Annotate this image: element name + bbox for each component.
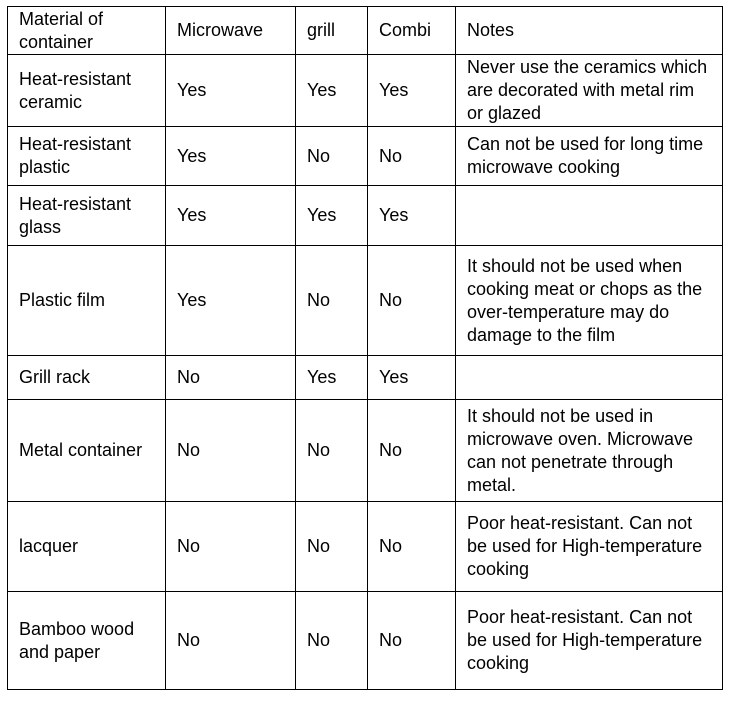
cell-notes: Never use the ceramics which are decorated with metal rim or glazed [456, 55, 723, 127]
cell-notes: Poor heat-resistant. Can not be used for High-temperature cooking [456, 592, 723, 690]
cell-microwave: No [166, 400, 296, 502]
cell-grill: Yes [296, 356, 368, 400]
cell-material: Plastic film [8, 246, 166, 356]
table-row [8, 246, 723, 356]
table-row [8, 186, 723, 246]
cell-material: Heat-resistant plastic [8, 127, 166, 186]
cell-grill: No [296, 400, 368, 502]
cell-microwave: No [166, 592, 296, 690]
cell-microwave: Yes [166, 186, 296, 246]
table-row [8, 400, 723, 502]
cell-microwave: No [166, 356, 296, 400]
table-row [8, 592, 723, 690]
cell-notes [456, 356, 723, 400]
cell-notes [456, 186, 723, 246]
cell-microwave: No [166, 502, 296, 592]
cell-notes: Poor heat-resistant. Can not be used for High-temperature cooking [456, 502, 723, 592]
table-row [8, 356, 723, 400]
cell-combi: No [368, 502, 456, 592]
cell-microwave: Yes [166, 127, 296, 186]
cell-combi: Yes [368, 55, 456, 127]
cell-material: Grill rack [8, 356, 166, 400]
header-combi: Combi [368, 7, 456, 55]
cell-material: Heat-resistant glass [8, 186, 166, 246]
cell-grill: No [296, 246, 368, 356]
cell-notes: It should not be used in microwave oven. Microwave can not penetrate through metal. [456, 400, 723, 502]
cell-combi: No [368, 592, 456, 690]
cell-grill: No [296, 502, 368, 592]
cell-combi: Yes [368, 356, 456, 400]
cell-material: Heat-resistant ceramic [8, 55, 166, 127]
cell-grill: Yes [296, 55, 368, 127]
header-material: Material of container [8, 7, 166, 55]
table-row [8, 55, 723, 127]
header-grill: grill [296, 7, 368, 55]
cell-combi: No [368, 246, 456, 356]
header-notes: Notes [456, 7, 723, 55]
cell-combi: No [368, 127, 456, 186]
cell-microwave: Yes [166, 55, 296, 127]
table-row [8, 127, 723, 186]
cell-combi: No [368, 400, 456, 502]
cell-material: Bamboo wood and paper [8, 592, 166, 690]
cell-microwave: Yes [166, 246, 296, 356]
table-row [8, 502, 723, 592]
cell-grill: Yes [296, 186, 368, 246]
cell-notes: It should not be used when cooking meat or chops as the over-temperature may do damage to the film [456, 246, 723, 356]
cell-combi: Yes [368, 186, 456, 246]
cell-notes: Can not be used for long time microwave cooking [456, 127, 723, 186]
cell-material: lacquer [8, 502, 166, 592]
cell-material: Metal container [8, 400, 166, 502]
table-header-row [8, 7, 723, 55]
header-microwave: Microwave [166, 7, 296, 55]
cell-grill: No [296, 127, 368, 186]
container-material-table [7, 6, 723, 690]
cell-grill: No [296, 592, 368, 690]
